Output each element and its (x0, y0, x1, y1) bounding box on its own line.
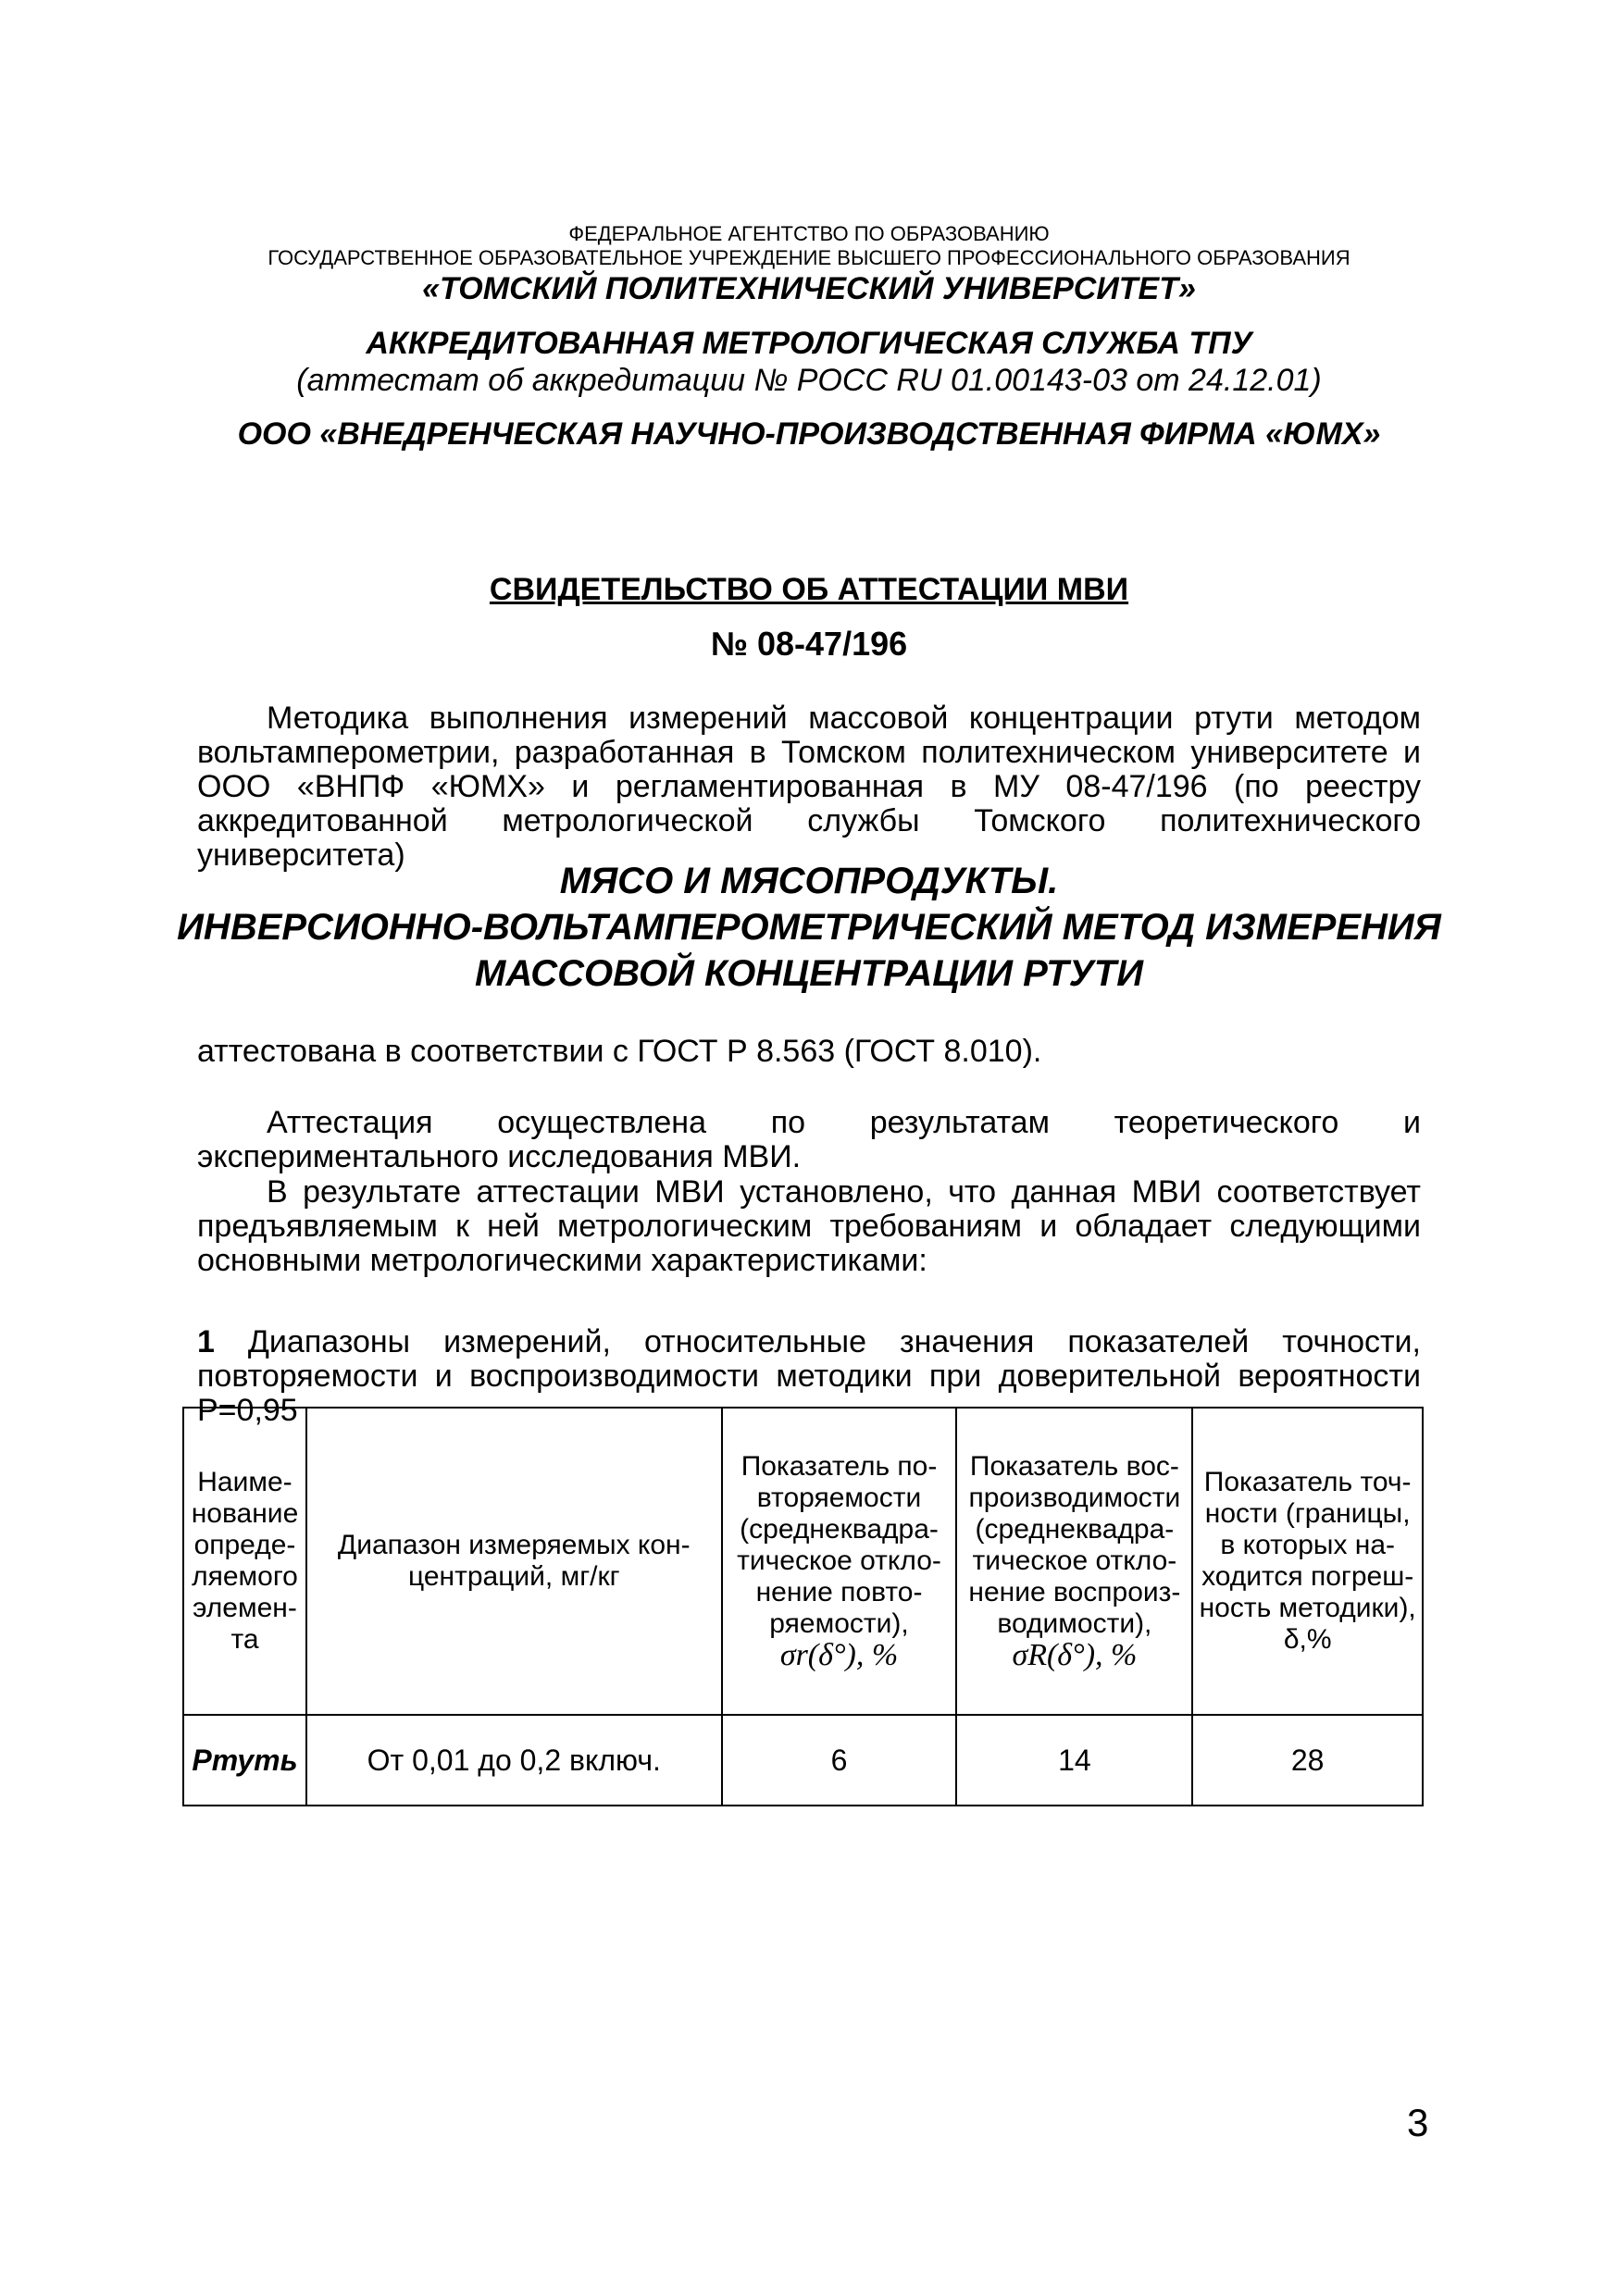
institution-line: ГОСУДАРСТВЕННОЕ ОБРАЗОВАТЕЛЬНОЕ УЧРЕЖДЕНИЕ ВЫСШЕГО ПРОФЕССИОНАЛЬНОГО ОБРАЗОВАНИЯ (268, 246, 1350, 269)
header-repeatability (722, 1408, 957, 1715)
result-paragraph: В результате аттестации МВИ установлено, что данная МВИ соответствует предъявляемым к ней метрологическим требованиям и обладает следующими основными метрологическими характеристиками: (197, 1174, 1421, 1278)
attested-line: аттестована в соответствии с ГОСТ Р 8.563 (ГОСТ 8.010). (197, 1034, 1042, 1069)
page-number: 3 (1407, 2101, 1429, 2144)
metrology-service: АККРЕДИТОВАННАЯ МЕТРОЛОГИЧЕСКАЯ СЛУЖБА ТПУ (366, 326, 1252, 361)
header-accuracy-text: Показатель точ-ности (границы, в которых на-ходится погреш-ность методики), (1199, 1467, 1416, 1623)
header-element: Наиме-нование опреде-ляемого элемен-та (183, 1408, 306, 1715)
header-repeatability-text: Показатель по-вторяемости (среднеквадра-тическое откло-нение повто-ряемости), (737, 1451, 941, 1639)
method-title-line-3: МАССОВОЙ КОНЦЕНТРАЦИИ РТУТИ (475, 953, 1143, 994)
header-range: Диапазон измеряемых кон-центраций, мг/кг (306, 1408, 722, 1715)
cell-repeatability: 6 (722, 1715, 957, 1806)
header-reproducibility-text: Показатель вос-производимости (среднеквадра-тическое откло-нение воспроиз-водимости), (968, 1451, 1181, 1639)
cell-element: Ртуть (183, 1715, 306, 1806)
header-reproducibility (956, 1408, 1192, 1715)
section-text: Диапазоны измерений, относительные значения показателей точности, повторяемости и воспроизводимости методики при доверительной вероятности P=0,95 (197, 1324, 1421, 1428)
accreditation-line: (аттестат об аккредитации № РОСС RU 01.00143-03 от 24.12.01) (296, 363, 1322, 398)
section-number: 1 (197, 1324, 215, 1359)
cell-reproducibility: 14 (956, 1715, 1192, 1806)
table-row (183, 1715, 1423, 1806)
intro-paragraph: Методика выполнения измерений массовой концентрации ртути методом вольтамперометрии, разработанная в Томском политехническом университете и ООО «ВНПФ «ЮМХ» и регламентированная в МУ 08-47/196 (по реестру аккредитованной метрологической службы Томского политехнического университета) (197, 701, 1421, 873)
certificate-number: № 08-47/196 (710, 625, 908, 663)
header-accuracy (1192, 1408, 1423, 1715)
certificate-title: СВИДЕТЕЛЬСТВО ОБ АТТЕСТАЦИИ МВИ (489, 572, 1129, 607)
company-name: ООО «ВНЕДРЕНЧЕСКАЯ НАУЧНО-ПРОИЗВОДСТВЕННАЯ ФИРМА «ЮМХ» (237, 416, 1381, 452)
metrology-table (182, 1407, 1424, 1806)
agency-line: ФЕДЕРАЛЬНОЕ АГЕНТСТВО ПО ОБРАЗОВАНИЮ (568, 222, 1050, 245)
accuracy-symbol: δ,% (1283, 1624, 1332, 1655)
cell-accuracy: 28 (1192, 1715, 1423, 1806)
reproducibility-symbol: σR(δ°), % (1012, 1638, 1138, 1672)
method-title-line-1: МЯСО И МЯСОПРОДУКТЫ. (559, 861, 1059, 901)
cell-range: От 0,01 до 0,2 включ. (306, 1715, 722, 1806)
university-name: «ТОМСКИЙ ПОЛИТЕХНИЧЕСКИЙ УНИВЕРСИТЕТ» (422, 271, 1196, 306)
table-header-row (183, 1408, 1423, 1715)
attestation-basis-paragraph: Аттестация осуществлена по результатам теоретического и экспериментального исследования МВИ. (197, 1105, 1421, 1174)
repeatability-symbol: σr(δ°), % (779, 1638, 899, 1672)
method-title-line-2: ИНВЕРСИОННО-ВОЛЬТАМПЕРОМЕТРИЧЕСКИЙ МЕТОД ИЗМЕРЕНИЯ (177, 907, 1441, 948)
